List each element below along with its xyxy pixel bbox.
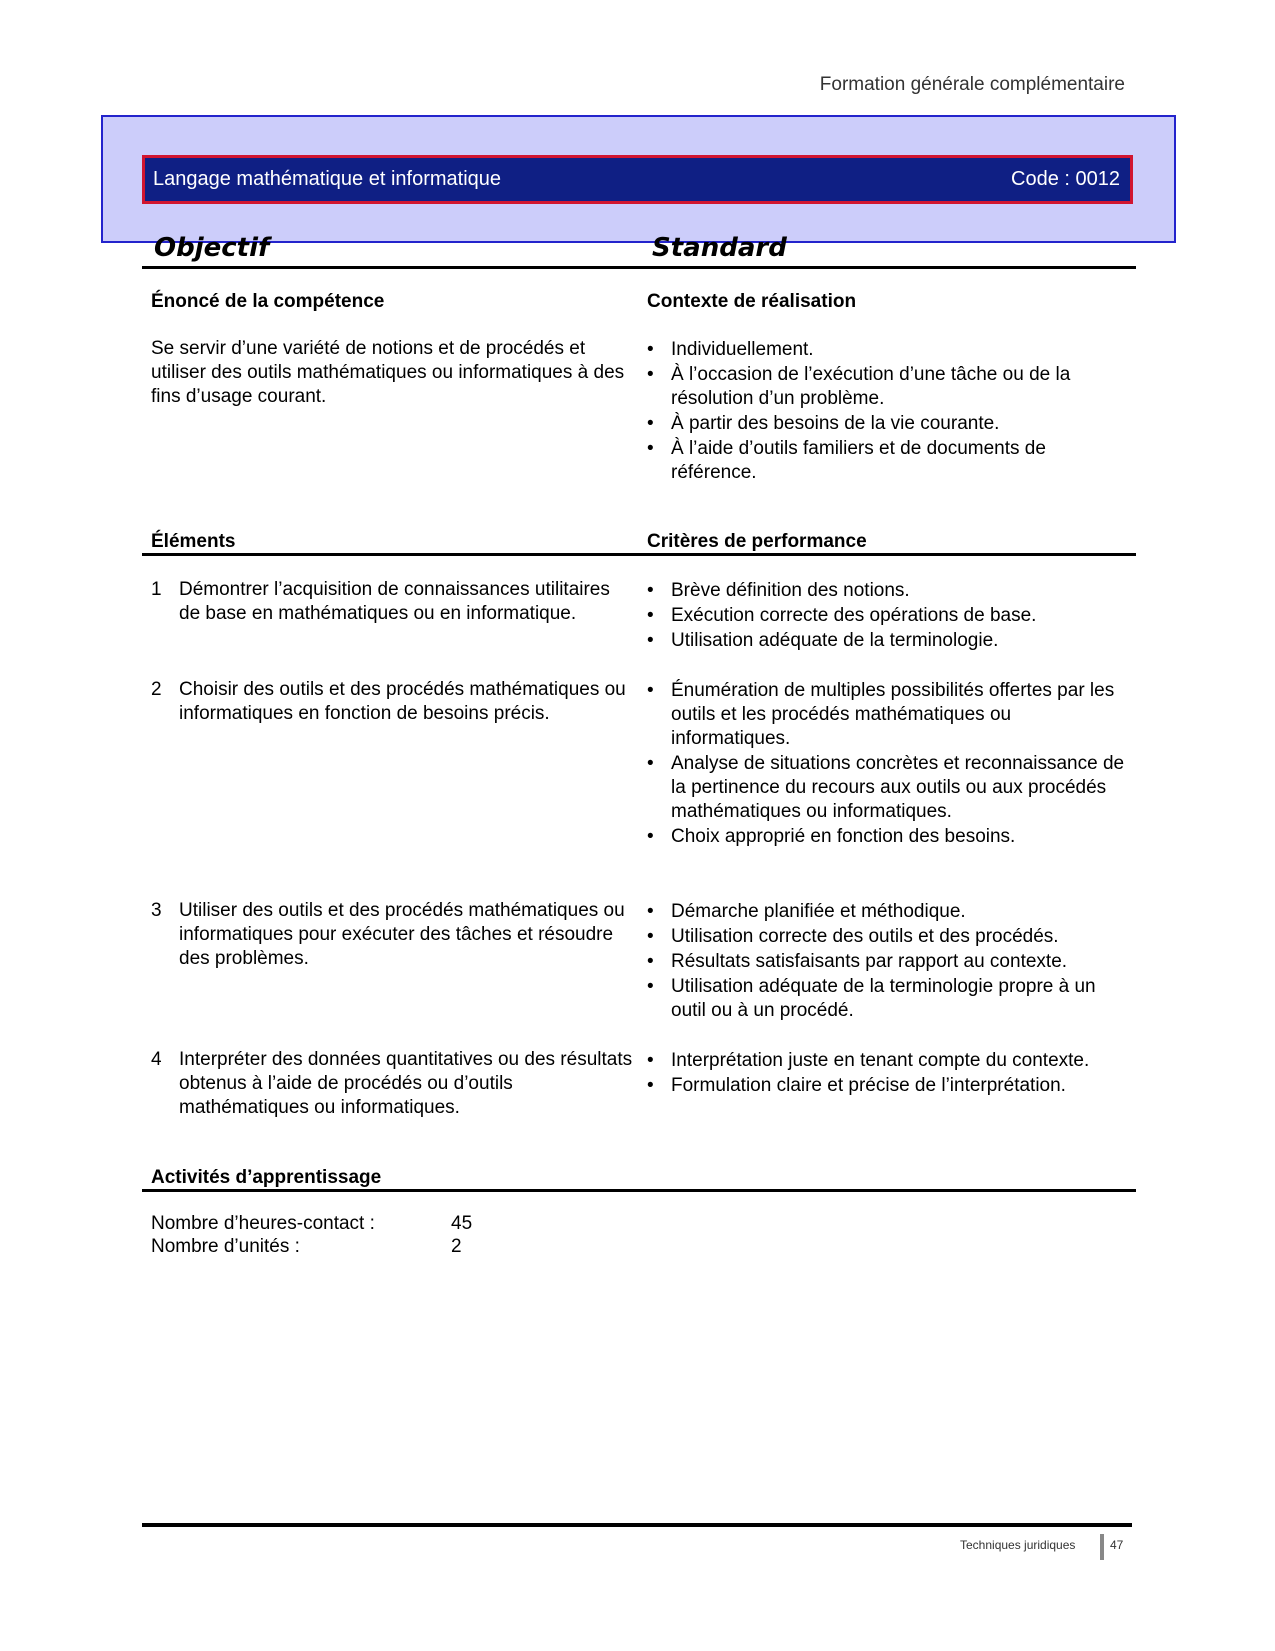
criterion-item (647, 679, 1132, 751)
criterion-text: Résultats satisfaisants par rapport au contexte. (671, 951, 1068, 972)
criterion-item (647, 950, 1132, 974)
criterion-item (647, 825, 1132, 849)
bullet-icon: • (647, 680, 654, 701)
hours-value: 45 (451, 1213, 473, 1234)
element-3 (151, 899, 636, 971)
criterion-text: Interprétation juste en tenant compte du contexte. (671, 1050, 1090, 1071)
criterion-item (647, 1049, 1132, 1073)
activities-stats (151, 1212, 472, 1258)
criterion-item (647, 900, 1132, 924)
footer-page-number: 47 (1110, 1538, 1124, 1552)
criterion-text: Formulation claire et précise de l’interprétation. (671, 1075, 1066, 1096)
footer-program: Techniques juridiques (960, 1538, 1076, 1552)
footer-marker (1100, 1534, 1104, 1560)
element-text: Utiliser des outils et des procédés mathématiques ou informatiques pour exécuter des tâches et résoudre des problèmes. (179, 900, 625, 969)
course-code: Code : 0012 (1011, 168, 1120, 190)
criterion-text: Individuellement. (671, 339, 814, 360)
criterion-item (647, 925, 1132, 949)
criteria-2 (647, 679, 1132, 850)
units-label: Nombre d’unités : (151, 1236, 300, 1257)
criteria-4 (647, 1049, 1132, 1099)
bullet-icon: • (647, 339, 654, 360)
criterion-item (647, 604, 1132, 628)
criteria-1 (647, 579, 1132, 654)
page-header-section: Formation générale complémentaire (819, 74, 1125, 95)
criterion-item (647, 1074, 1132, 1098)
criteria-3 (647, 900, 1132, 1024)
hours-label: Nombre d’heures-contact : (151, 1213, 375, 1234)
criterion-item (647, 579, 1132, 603)
criterion-item (647, 412, 1122, 436)
element-text: Interpréter des données quantitatives ou des résultats obtenus à l’aide de procédés ou d’outils mathématiques ou informatiques. (179, 1049, 633, 1118)
criterion-text: Utilisation correcte des outils et des procédés. (671, 926, 1059, 947)
criterion-text: Brève définition des notions. (671, 580, 910, 601)
units-row (151, 1235, 472, 1258)
divider-activities (142, 1189, 1136, 1192)
criterion-item (647, 975, 1132, 1023)
element-number: 1 (151, 579, 162, 600)
criterion-item (647, 437, 1122, 485)
criterion-item (647, 752, 1132, 824)
standard-heading: Standard (652, 233, 787, 263)
bullet-icon: • (647, 630, 654, 651)
bullet-icon: • (647, 753, 654, 774)
criterion-text: À l’occasion de l’exécution d’une tâche ou de la résolution d’un problème. (671, 364, 1071, 409)
objectif-heading: Objectif (154, 233, 270, 263)
units-value: 2 (451, 1236, 462, 1257)
element-1 (151, 578, 636, 626)
criterion-text: Démarche planifiée et méthodique. (671, 901, 966, 922)
activities-label: Activités d’apprentissage (151, 1167, 382, 1188)
context-label: Contexte de réalisation (647, 291, 857, 312)
bullet-icon: • (647, 580, 654, 601)
criterion-text: Énumération de multiples possibilités offertes par les outils et les procédés mathématiques ou informatiques. (671, 680, 1115, 749)
divider-footer (142, 1523, 1132, 1527)
bullet-icon: • (647, 1075, 654, 1096)
criterion-text: Utilisation adéquate de la terminologie. (671, 630, 999, 651)
bullet-icon: • (647, 364, 654, 385)
criteria-label: Critères de performance (647, 531, 867, 552)
bullet-icon: • (647, 605, 654, 626)
bullet-icon: • (647, 926, 654, 947)
context-list (647, 338, 1122, 486)
criterion-text: Utilisation adéquate de la terminologie propre à un outil ou à un procédé. (671, 976, 1096, 1021)
divider-elements (142, 553, 1136, 556)
bullet-icon: • (647, 976, 654, 997)
bullet-icon: • (647, 951, 654, 972)
element-4 (151, 1048, 636, 1120)
criterion-text: À l’aide d’outils familiers et de documents de référence. (671, 438, 1046, 483)
bullet-icon: • (647, 438, 654, 459)
element-text: Choisir des outils et des procédés mathématiques ou informatiques en fonction de besoins précis. (179, 679, 626, 724)
criterion-item (647, 338, 1122, 362)
criterion-text: Exécution correcte des opérations de base. (671, 605, 1037, 626)
criterion-text: Choix approprié en fonction des besoins. (671, 826, 1016, 847)
bullet-icon: • (647, 1050, 654, 1071)
element-number: 3 (151, 900, 162, 921)
element-number: 2 (151, 679, 162, 700)
bullet-icon: • (647, 826, 654, 847)
criterion-item (647, 629, 1132, 653)
title-bar (142, 155, 1133, 204)
elements-label: Éléments (151, 531, 236, 552)
hours-row (151, 1212, 472, 1235)
criterion-text: À partir des besoins de la vie courante. (671, 413, 1000, 434)
criterion-text: Analyse de situations concrètes et reconnaissance de la pertinence du recours aux outils ou aux procédés mathématiques ou informatiques. (671, 753, 1125, 822)
bullet-icon: • (647, 413, 654, 434)
criterion-item (647, 363, 1122, 411)
course-title: Langage mathématique et informatique (153, 168, 502, 190)
element-text: Démontrer l’acquisition de connaissances utilitaires de base en mathématiques ou en informatique. (179, 579, 610, 624)
bullet-icon: • (647, 901, 654, 922)
element-number: 4 (151, 1049, 162, 1070)
competence-text: Se servir d’une variété de notions et de procédés et utiliser des outils mathématiques ou informatiques à des fins d’usage courant. (151, 338, 625, 407)
competence-label: Énoncé de la compétence (151, 291, 385, 312)
divider-top (142, 266, 1136, 269)
element-2 (151, 678, 636, 726)
